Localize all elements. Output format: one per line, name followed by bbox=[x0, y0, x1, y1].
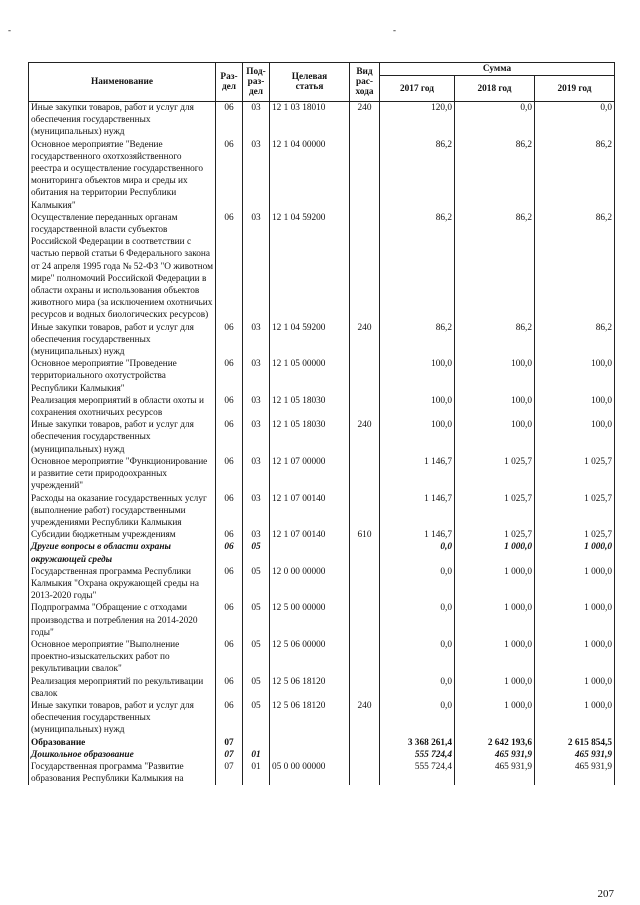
row-target-article: 12 5 06 18120 bbox=[270, 700, 350, 737]
row-subsection: 05 bbox=[243, 676, 270, 700]
row-sum-2018: 86,2 bbox=[455, 139, 535, 212]
row-name: Реализация мероприятий по рекультивации свалок bbox=[29, 676, 216, 700]
row-expense-type: 240 bbox=[350, 322, 380, 359]
row-name: Государственная программа Республики Калмыкия "Охрана окружающей среды на 2013-2020 годы" bbox=[29, 566, 216, 603]
row-sum-2017: 0,0 bbox=[380, 676, 455, 700]
row-expense-type: 240 bbox=[350, 700, 380, 737]
row-name: Осуществление переданных органам государственной власти субъектов Российской Федерации в соответствии с частью первой статьи 6 Федерального закона от 24 апреля 1995 года № 52-ФЗ "О животном мире" полномочий Российской Федерации в области охраны и использования объектов животного мира (за исключением охотничьих ресурсов и водных биологических ресурсов) bbox=[29, 212, 216, 322]
row-sum-2018: 0,0 bbox=[455, 102, 535, 139]
row-expense-type bbox=[350, 676, 380, 700]
header-section: Раз- дел bbox=[216, 63, 243, 102]
row-name: Иные закупки товаров, работ и услуг для обеспечения государственных (муниципальных) нужд bbox=[29, 322, 216, 359]
row-expense-type bbox=[350, 212, 380, 322]
row-sum-2017: 1 146,7 bbox=[380, 456, 455, 493]
row-section: 07 bbox=[216, 737, 243, 749]
row-subsection: 03 bbox=[243, 529, 270, 541]
row-section: 06 bbox=[216, 700, 243, 737]
row-sum-2018: 1 025,7 bbox=[455, 493, 535, 530]
row-target-article: 12 5 06 00000 bbox=[270, 639, 350, 676]
row-sum-2019: 1 000,0 bbox=[535, 639, 615, 676]
row-expense-type bbox=[350, 358, 380, 395]
row-subsection: 03 bbox=[243, 456, 270, 493]
row-expense-type bbox=[350, 456, 380, 493]
row-section: 06 bbox=[216, 212, 243, 322]
row-subsection: 03 bbox=[243, 212, 270, 322]
row-sum-2018: 86,2 bbox=[455, 212, 535, 322]
row-name: Иные закупки товаров, работ и услуг для обеспечения государственных (муниципальных) нужд bbox=[29, 102, 216, 139]
row-expense-type bbox=[350, 566, 380, 603]
row-name: Расходы на оказание государственных услуг (выполнение работ) государственными учреждениями Республики Калмыкия bbox=[29, 493, 216, 530]
row-sum-2019: 0,0 bbox=[535, 102, 615, 139]
row-section: 06 bbox=[216, 566, 243, 603]
row-target-article: 12 1 05 18030 bbox=[270, 419, 350, 456]
table-row bbox=[29, 419, 615, 456]
row-target-article: 12 5 06 18120 bbox=[270, 676, 350, 700]
row-section: 06 bbox=[216, 456, 243, 493]
row-sum-2018: 1 000,0 bbox=[455, 541, 535, 565]
header-target-article: Целевая статья bbox=[270, 63, 350, 102]
table-row bbox=[29, 761, 615, 785]
header-year-2019: 2019 год bbox=[535, 76, 615, 102]
row-target-article: 12 1 05 00000 bbox=[270, 358, 350, 395]
row-subsection: 03 bbox=[243, 419, 270, 456]
row-expense-type bbox=[350, 737, 380, 749]
row-section: 06 bbox=[216, 395, 243, 419]
row-sum-2019: 1 000,0 bbox=[535, 566, 615, 603]
row-name: Подпрограмма "Обращение с отходами производства и потребления на 2014-2020 годы" bbox=[29, 602, 216, 639]
header-year-2017: 2017 год bbox=[380, 76, 455, 102]
row-subsection bbox=[243, 737, 270, 749]
row-sum-2017: 100,0 bbox=[380, 358, 455, 395]
row-subsection: 05 bbox=[243, 700, 270, 737]
row-sum-2018: 1 000,0 bbox=[455, 602, 535, 639]
row-subsection: 05 bbox=[243, 566, 270, 603]
row-subsection: 03 bbox=[243, 395, 270, 419]
row-sum-2017: 0,0 bbox=[380, 566, 455, 603]
row-sum-2019: 1 000,0 bbox=[535, 676, 615, 700]
row-expense-type bbox=[350, 749, 380, 761]
row-section: 06 bbox=[216, 139, 243, 212]
row-sum-2018: 2 642 193,6 bbox=[455, 737, 535, 749]
table-row bbox=[29, 541, 615, 565]
row-name: Субсидии бюджетным учреждениям bbox=[29, 529, 216, 541]
row-sum-2018: 100,0 bbox=[455, 395, 535, 419]
row-sum-2019: 1 025,7 bbox=[535, 456, 615, 493]
row-sum-2017: 555 724,4 bbox=[380, 761, 455, 785]
row-sum-2018: 1 025,7 bbox=[455, 529, 535, 541]
row-sum-2018: 1 000,0 bbox=[455, 639, 535, 676]
row-sum-2017: 100,0 bbox=[380, 419, 455, 456]
table-row bbox=[29, 212, 615, 322]
row-sum-2017: 0,0 bbox=[380, 602, 455, 639]
header-sum: Сумма bbox=[380, 63, 615, 76]
row-section: 06 bbox=[216, 676, 243, 700]
table-body bbox=[29, 102, 615, 786]
header-name: Наименование bbox=[29, 63, 216, 102]
row-section: 06 bbox=[216, 639, 243, 676]
row-sum-2019: 100,0 bbox=[535, 395, 615, 419]
row-section: 06 bbox=[216, 602, 243, 639]
row-name: Дошкольное образование bbox=[29, 749, 216, 761]
row-section: 06 bbox=[216, 419, 243, 456]
table-row bbox=[29, 456, 615, 493]
row-sum-2017: 86,2 bbox=[380, 212, 455, 322]
row-subsection: 05 bbox=[243, 639, 270, 676]
table-row bbox=[29, 566, 615, 603]
table-row bbox=[29, 102, 615, 139]
row-subsection: 05 bbox=[243, 602, 270, 639]
row-sum-2018: 100,0 bbox=[455, 419, 535, 456]
table-row bbox=[29, 676, 615, 700]
row-expense-type bbox=[350, 541, 380, 565]
budget-table bbox=[28, 62, 615, 785]
row-sum-2017: 0,0 bbox=[380, 541, 455, 565]
row-name: Основное мероприятие "Ведение государственного охотхозяйственного реестра и осуществление государственного мониторинга объектов мира и среды их обитания на территории Республики Калмыкия" bbox=[29, 139, 216, 212]
row-expense-type bbox=[350, 395, 380, 419]
row-section: 06 bbox=[216, 541, 243, 565]
row-target-article: 12 1 07 00140 bbox=[270, 493, 350, 530]
row-sum-2017: 120,0 bbox=[380, 102, 455, 139]
row-target-article: 12 1 03 18010 bbox=[270, 102, 350, 139]
row-expense-type: 610 bbox=[350, 529, 380, 541]
row-section: 07 bbox=[216, 749, 243, 761]
row-target-article bbox=[270, 541, 350, 565]
row-name: Иные закупки товаров, работ и услуг для обеспечения государственных (муниципальных) нужд bbox=[29, 419, 216, 456]
scan-mark-left: - bbox=[8, 25, 11, 35]
row-target-article: 05 0 00 00000 bbox=[270, 761, 350, 785]
row-target-article bbox=[270, 737, 350, 749]
row-expense-type bbox=[350, 139, 380, 212]
row-sum-2019: 2 615 854,5 bbox=[535, 737, 615, 749]
row-sum-2019: 86,2 bbox=[535, 212, 615, 322]
scan-mark-middle: - bbox=[393, 25, 396, 35]
row-name: Реализация мероприятий в области охоты и сохранения охотничьих ресурсов bbox=[29, 395, 216, 419]
table-row bbox=[29, 700, 615, 737]
row-section: 07 bbox=[216, 761, 243, 785]
row-expense-type: 240 bbox=[350, 419, 380, 456]
table-row bbox=[29, 493, 615, 530]
row-subsection: 03 bbox=[243, 493, 270, 530]
row-sum-2017: 0,0 bbox=[380, 700, 455, 737]
row-sum-2017: 1 146,7 bbox=[380, 529, 455, 541]
row-sum-2019: 465 931,9 bbox=[535, 749, 615, 761]
row-section: 06 bbox=[216, 358, 243, 395]
row-sum-2017: 1 146,7 bbox=[380, 493, 455, 530]
row-sum-2019: 86,2 bbox=[535, 139, 615, 212]
table-row bbox=[29, 639, 615, 676]
table-row bbox=[29, 749, 615, 761]
row-subsection: 03 bbox=[243, 358, 270, 395]
row-name: Государственная программа "Развитие образования Республики Калмыкия на bbox=[29, 761, 216, 785]
row-subsection: 01 bbox=[243, 749, 270, 761]
row-subsection: 01 bbox=[243, 761, 270, 785]
row-sum-2019: 1 025,7 bbox=[535, 529, 615, 541]
row-section: 06 bbox=[216, 102, 243, 139]
row-target-article: 12 1 04 00000 bbox=[270, 139, 350, 212]
row-sum-2019: 100,0 bbox=[535, 419, 615, 456]
row-target-article: 12 1 05 18030 bbox=[270, 395, 350, 419]
row-name: Основное мероприятие "Функционирование и развитие сети природоохранных учреждений" bbox=[29, 456, 216, 493]
row-sum-2018: 1 025,7 bbox=[455, 456, 535, 493]
row-target-article: 12 1 07 00000 bbox=[270, 456, 350, 493]
table-row bbox=[29, 139, 615, 212]
row-section: 06 bbox=[216, 322, 243, 359]
row-sum-2018: 1 000,0 bbox=[455, 676, 535, 700]
row-name: Основное мероприятие "Выполнение проектно-изыскательских работ по рекультивации свалок" bbox=[29, 639, 216, 676]
row-name: Образование bbox=[29, 737, 216, 749]
row-target-article: 12 1 04 59200 bbox=[270, 212, 350, 322]
row-sum-2017: 86,2 bbox=[380, 139, 455, 212]
header-subsection: Под- раз- дел bbox=[243, 63, 270, 102]
row-target-article bbox=[270, 749, 350, 761]
row-sum-2017: 86,2 bbox=[380, 322, 455, 359]
row-target-article: 12 0 00 00000 bbox=[270, 566, 350, 603]
row-target-article: 12 1 04 59200 bbox=[270, 322, 350, 359]
row-section: 06 bbox=[216, 493, 243, 530]
table-row bbox=[29, 737, 615, 749]
row-target-article: 12 5 00 00000 bbox=[270, 602, 350, 639]
row-sum-2019: 1 025,7 bbox=[535, 493, 615, 530]
row-sum-2017: 0,0 bbox=[380, 639, 455, 676]
table-row bbox=[29, 395, 615, 419]
row-sum-2018: 465 931,9 bbox=[455, 761, 535, 785]
row-sum-2018: 1 000,0 bbox=[455, 700, 535, 737]
row-sum-2018: 1 000,0 bbox=[455, 566, 535, 603]
row-sum-2018: 100,0 bbox=[455, 358, 535, 395]
row-subsection: 03 bbox=[243, 322, 270, 359]
row-sum-2019: 1 000,0 bbox=[535, 700, 615, 737]
row-sum-2018: 465 931,9 bbox=[455, 749, 535, 761]
row-subsection: 05 bbox=[243, 541, 270, 565]
row-expense-type bbox=[350, 493, 380, 530]
table-row bbox=[29, 602, 615, 639]
row-sum-2017: 100,0 bbox=[380, 395, 455, 419]
row-sum-2019: 86,2 bbox=[535, 322, 615, 359]
row-name: Другие вопросы в области охраны окружающей среды bbox=[29, 541, 216, 565]
row-expense-type: 240 bbox=[350, 102, 380, 139]
row-target-article: 12 1 07 00140 bbox=[270, 529, 350, 541]
row-sum-2019: 100,0 bbox=[535, 358, 615, 395]
row-expense-type bbox=[350, 602, 380, 639]
table-row bbox=[29, 358, 615, 395]
row-sum-2017: 555 724,4 bbox=[380, 749, 455, 761]
row-name: Иные закупки товаров, работ и услуг для обеспечения государственных (муниципальных) нужд bbox=[29, 700, 216, 737]
table-row bbox=[29, 322, 615, 359]
table-row bbox=[29, 529, 615, 541]
row-expense-type bbox=[350, 639, 380, 676]
row-sum-2019: 465 931,9 bbox=[535, 761, 615, 785]
row-name: Основное мероприятие "Проведение территориального охотустройства Республики Калмыкия" bbox=[29, 358, 216, 395]
header-expense-type: Вид рас- хода bbox=[350, 63, 380, 102]
row-section: 06 bbox=[216, 529, 243, 541]
row-expense-type bbox=[350, 761, 380, 785]
row-sum-2019: 1 000,0 bbox=[535, 602, 615, 639]
row-sum-2019: 1 000,0 bbox=[535, 541, 615, 565]
row-subsection: 03 bbox=[243, 102, 270, 139]
header-year-2018: 2018 год bbox=[455, 76, 535, 102]
row-sum-2018: 86,2 bbox=[455, 322, 535, 359]
row-subsection: 03 bbox=[243, 139, 270, 212]
row-sum-2017: 3 368 261,4 bbox=[380, 737, 455, 749]
page-number: 207 bbox=[597, 888, 614, 900]
